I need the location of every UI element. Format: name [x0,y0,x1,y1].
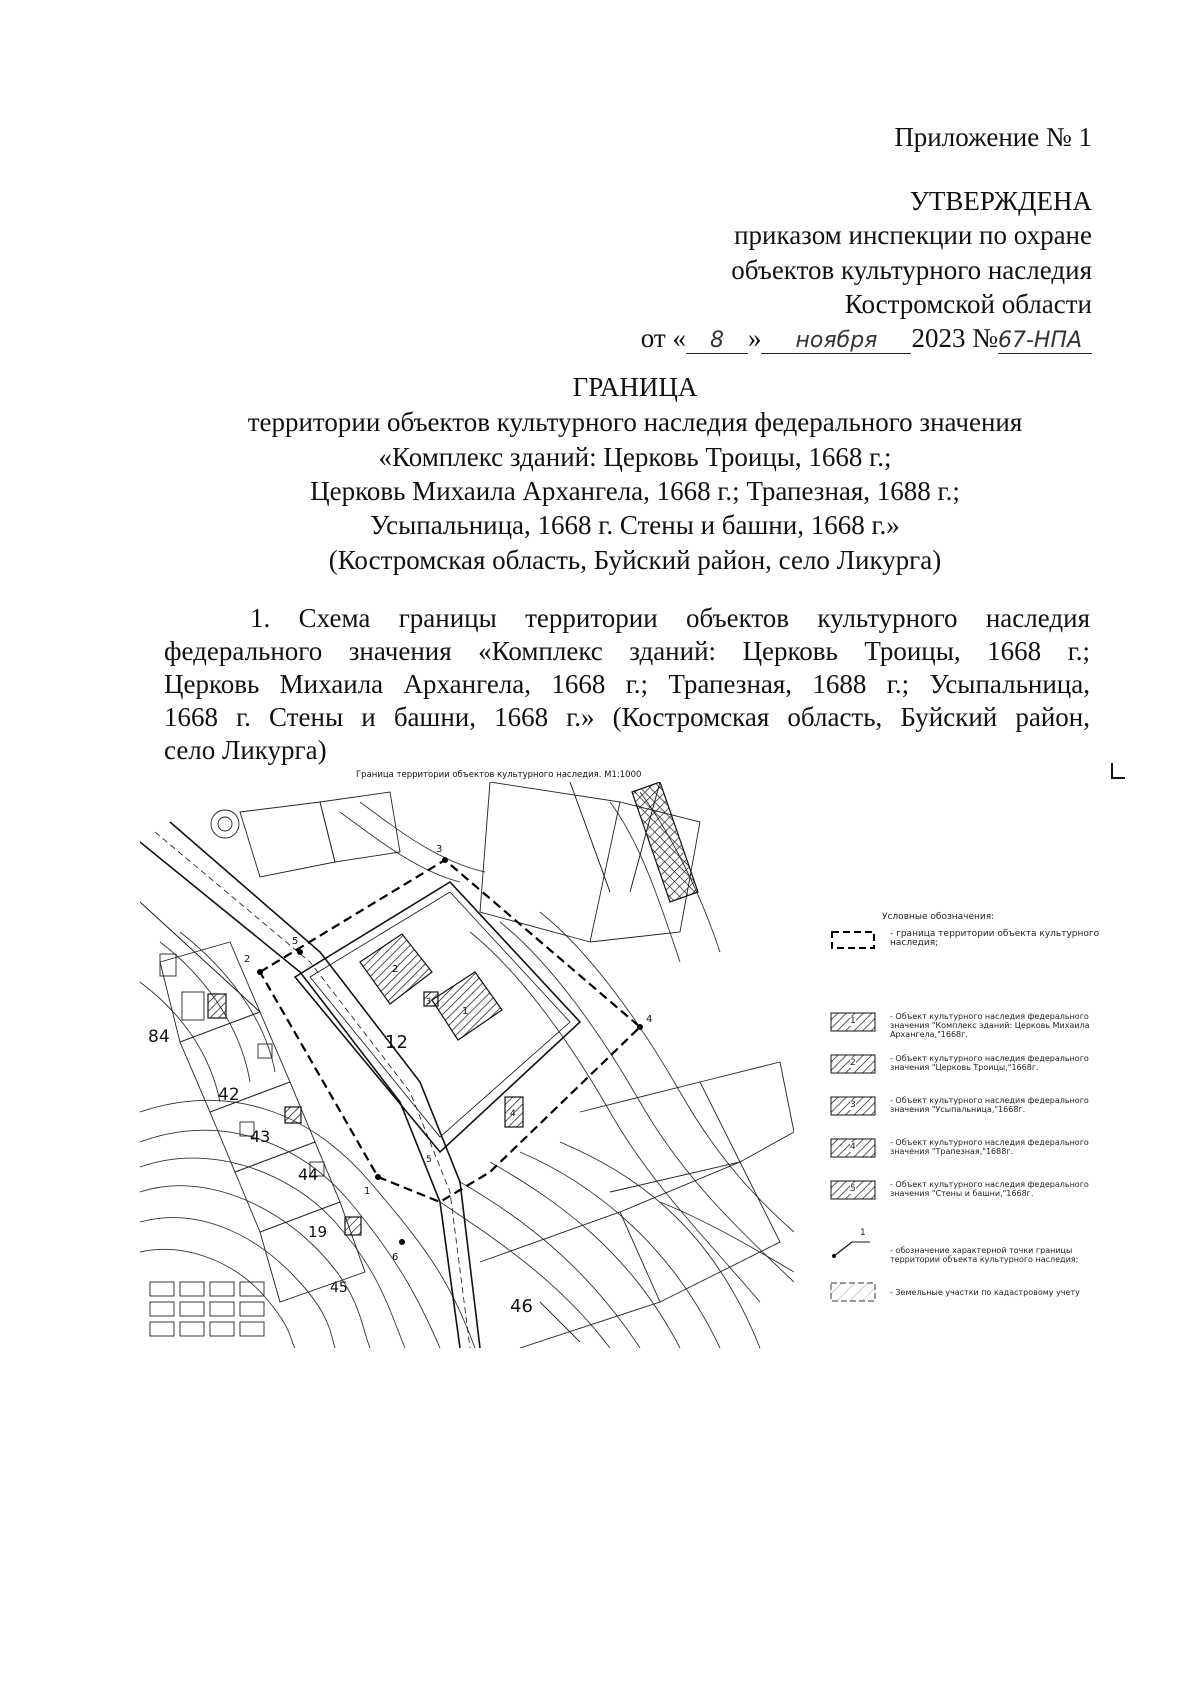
section-1-line-1: 1. Схема границы территории объектов культурного наследия [250,603,1090,633]
date-month: ноября [761,329,911,354]
parcel-label: 44 [298,1165,319,1184]
legend-text: - Земельные участки по кадастровому учету [890,1288,1080,1297]
legend-number: 5 [850,1184,856,1194]
legend-text: - обозначение характерной точки границы территории объекта культурного наследия; [890,1246,1079,1264]
legend-text: - Объект культурного наследия федерального значения "Стены и башни,"1668г. [890,1180,1089,1198]
parcel-label: 42 [218,1085,240,1105]
title-line-1: территории объектов культурного наследия федерального значения [247,407,1023,437]
parcel-label: 43 [250,1127,271,1146]
dashed-boundary-icon [830,930,876,950]
object-label: 2 [392,964,399,975]
parcel-label: 84 [148,1027,170,1047]
legend-text: - граница территории объекта культурного наследия; [890,929,1100,948]
date-day: 8 [686,329,748,354]
boundary-map [140,782,794,1348]
point-label: 2 [244,954,251,965]
object-label: 1 [462,1006,469,1017]
date-mid: » [747,323,762,353]
legend-text: - Объект культурного наследия федерального значения "Комплекс зданий: Церковь Михаила Архангела,"1668г. [890,1012,1090,1039]
section-1-paragraph [164,602,1090,767]
legend-text: - Объект культурного наследия федерального значения "Церковь Троицы,"1668г. [890,1054,1089,1072]
map-title: Граница территории объектов культурного наследия. М1:1000 [356,770,642,780]
legend-number: 2 [850,1058,856,1068]
section-1-line-4: 1668 г. Стены и башни, 1668 г.» (Костромская область, Буйский район, [164,702,1090,732]
order-date-line [641,321,1092,355]
legend-text: - Объект культурного наследия федерального значения "Усыпальница,"1668г. [890,1096,1089,1114]
object-label: 3 [426,997,432,1006]
approved-by-line-3: Костромской области [844,289,1092,319]
date-year: 2023 № [911,323,998,353]
parcel-label: 46 [510,1296,533,1317]
approved-by-line-2: объектов культурного наследия [731,255,1092,285]
corner-mark [1111,763,1125,779]
appendix-label: Приложение № 1 [894,122,1092,152]
approved-by-line-1: приказом инспекции по охране [734,220,1092,250]
legend-title: Условные обозначения: [882,912,995,922]
section-1-line-3: Церковь Михаила Архангела, 1668 г.; Трапезная, 1688 г.; Усыпальница, [164,669,1090,699]
point-label: 5 [292,936,299,947]
point-label: 4 [646,1014,653,1025]
approved-label: УТВЕРЖДЕНА [909,186,1092,216]
legend-text: - Объект культурного наследия федерального значения "Трапезная,"1688г. [890,1138,1089,1156]
point-label: 1 [364,1186,371,1197]
object-label: 5 [426,1155,432,1165]
legend-number: 1 [850,1016,856,1026]
document-heading: ГРАНИЦА [572,372,698,402]
parcel-label: 45 [330,1280,348,1296]
order-number: 67-НПА [998,329,1092,354]
legend-number: 3 [850,1100,856,1110]
legend-number: 4 [850,1142,856,1152]
date-prefix: от « [640,323,686,353]
title-line-4: Усыпальница, 1668 г. Стены и башни, 1668 г.» [370,510,900,540]
legend-number: 1 [860,1228,866,1238]
title-line-2: «Комплекс зданий: Церковь Троицы, 1668 г.; [378,442,892,472]
parcel-label: 12 [385,1032,408,1053]
parcel-label: 19 [308,1223,328,1241]
cadastral-parcel-icon [830,1282,876,1302]
title-line-3: Церковь Михаила Архангела, 1668 г.; Трапезная, 1688 г.; [310,476,960,506]
title-line-5: (Костромская область, Буйский район, село Ликурга) [328,545,942,575]
section-1-line-2: федерального значения «Комплекс зданий: Церковь Троицы, 1668 г.; [164,636,1090,666]
point-label: 6 [392,1252,399,1263]
object-label: 4 [510,1109,516,1119]
point-label: 3 [436,844,443,855]
boundary-point-icon [830,1230,876,1258]
section-1-line-5: село Ликурга) [164,735,327,765]
